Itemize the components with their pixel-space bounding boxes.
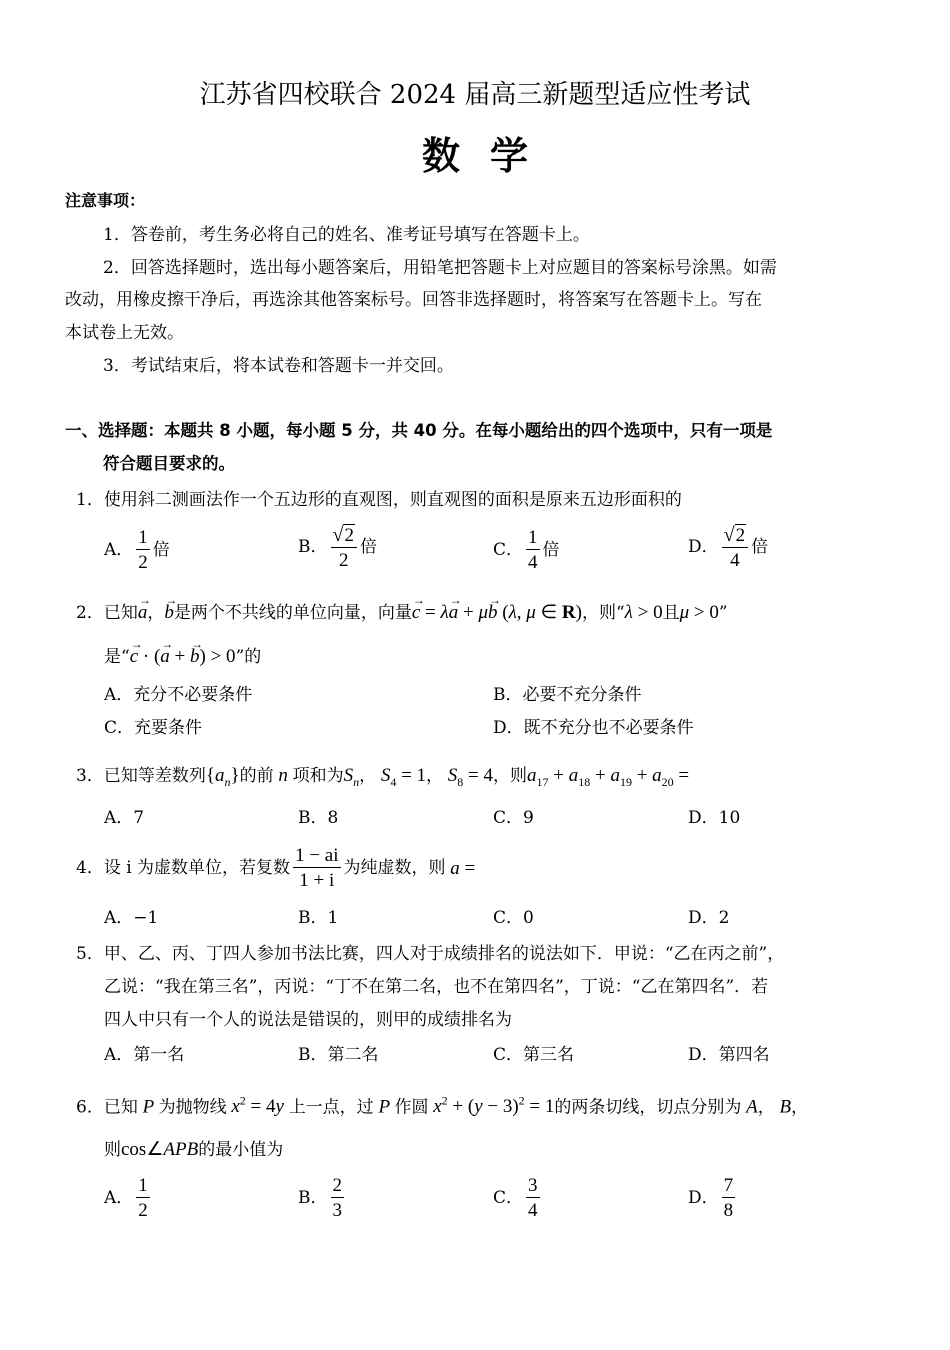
option-label: D． [688, 1187, 719, 1208]
q1-stem: 1．使用斜二测画法作一个五边形的直观图，则直观图的面积是原来五边形面积的 [76, 490, 682, 510]
unit-text: 倍 [359, 536, 377, 557]
option-label: D． [688, 536, 719, 557]
q1-option-c [493, 528, 560, 572]
q1-option-a [104, 528, 170, 572]
q6-stem-line-1: 6．已知 P 为抛物线 $x^2 = 4y$ 上一点，过 P 作圆 $x^2 + (y - 3)^2 = 1$的两条切线，切点分别为 A， B， [76, 1094, 809, 1118]
formula-b: B [774, 1096, 792, 1118]
option-label: C． [493, 539, 524, 560]
formula-lambda: λ > 0 [624, 602, 663, 623]
q2-option-b: B．必要不充分条件 [493, 685, 642, 705]
vector-a: → a [138, 603, 148, 622]
exam-subject: 数学 [421, 133, 558, 178]
fraction: √ 2 2 [331, 524, 357, 570]
formula-s8: $S_8 = 4$ [447, 765, 494, 789]
notice-item-2-line-2: 改动，用橡皮擦干净后，再选涂其他答案标号。回答非选择题时，将答案写在答题卡上。写在 [65, 290, 762, 310]
exam-title: 江苏省四校联合 2024 届高三新题型适应性考试 [199, 80, 751, 110]
formula-circle: $x^2 + (y - 3)^2 = 1$ [433, 1094, 555, 1118]
formula-a: a = [450, 857, 476, 879]
q6-option-d [688, 1176, 738, 1220]
q3-stem: 3．已知等差数列$\{a_n\}$的前 n 项和为$S_n$， $S_4 = 1$， $S_8 = 4$，则$a_{17} + a_{18} + a_{19} + a_{20}$ = [76, 765, 690, 789]
q5-option-b: B．第二名 [298, 1045, 379, 1065]
fraction: √ 2 4 [722, 524, 748, 570]
fraction: $\frac{7}{8}$ [723, 1175, 734, 1221]
formula-p: P [373, 1096, 395, 1118]
notice-heading: 注意事项： [65, 191, 146, 210]
q4-stem: 4．设 i 为虚数单位，若复数 $\frac{1 - ai}{1 + i}$ 为纯虚数，则 a = [76, 845, 476, 891]
formula-a: A [741, 1096, 758, 1118]
q2-option-c: C．充要条件 [104, 718, 203, 738]
formula-parabola: $x^2 = 4y$ [231, 1094, 284, 1118]
option-label: A． [104, 539, 134, 560]
unit-text: 倍 [542, 539, 560, 560]
unit-text: 倍 [751, 536, 769, 557]
q1-option-b [298, 524, 377, 570]
q2-option-d: D．既不充分也不必要条件 [493, 718, 694, 738]
notice-item-1: 1．答卷前，考生务必将自己的姓名、准考证号填写在答题卡上。 [103, 225, 590, 245]
q3-option-a: A．7 [104, 808, 145, 828]
formula-s4: $S_4 = 1$ [380, 765, 427, 789]
vector-b: → b [164, 603, 174, 622]
q3-option-c: C．9 [493, 808, 534, 828]
q5-option-a: A．第一名 [104, 1045, 185, 1065]
q4-option-c: C．0 [493, 908, 534, 928]
q1-option-d [688, 524, 768, 570]
q5-option-c: C．第三名 [493, 1045, 575, 1065]
q6-option-b [298, 1176, 347, 1220]
formula-sequence: $\{a_n\}$ [205, 765, 240, 789]
sqrt-symbol: √ 2 [723, 524, 746, 546]
option-label: B． [298, 536, 328, 557]
formula-n: n [273, 765, 293, 786]
q6-stem-line-2: 则cos∠APB的最小值为 [104, 1139, 284, 1160]
sqrt-symbol: √ 2 [332, 524, 354, 546]
option-label: C． [493, 1187, 524, 1208]
fraction: $\frac{3}{4}$ [528, 1175, 538, 1221]
q6-option-c [493, 1176, 543, 1220]
q3-option-b: B．8 [298, 808, 339, 828]
q3-option-d: D．10 [688, 808, 741, 828]
notice-item-3: 3．考试结束后，将本试卷和答题卡一并交回。 [103, 356, 454, 376]
unit-text: 倍 [152, 539, 170, 560]
fraction: $\frac{1}{2}$ [138, 1175, 148, 1221]
section-1-heading: 一、选择题：本题共 8 小题，每小题 5 分，共 40 分。在每小题给出的四个选项中，只有一项是 [65, 421, 773, 440]
notice-item-2-line-1: 2．回答选择题时，选出每小题答案后，用铅笔把答题卡上对应题目的答案标号涂黑。如需 [103, 258, 777, 278]
formula-sn: $S_n$ [343, 765, 360, 789]
formula-cos: cos∠APB [121, 1139, 199, 1160]
q2-stem-line-2: 是“→ c · (→ a + → b) > 0”的 [104, 647, 261, 666]
q2-option-a: A．充分不必要条件 [104, 685, 253, 705]
q4-option-d: D．2 [688, 908, 730, 928]
q5-stem-line-2: 乙说：“我在第三名”，丙说：“丁不在第二名，也不在第四名”，丁说：“乙在第四名”．若 [104, 977, 769, 997]
notice-item-2-line-3: 本试卷上无效。 [65, 323, 184, 343]
formula-dot: → c · (→ a + → b) > 0 [130, 646, 236, 667]
q5-stem-line-1: 5．甲、乙、丙、丁四人参加书法比赛，四人对于成绩排名的说法如下．甲说：“乙在丙之前”， [76, 944, 785, 964]
q5-stem-line-3: 四人中只有一个人的说法是错误的，则甲的成绩排名为 [104, 1010, 512, 1030]
q5-option-d: D．第四名 [688, 1045, 770, 1065]
q6-option-a [104, 1176, 153, 1220]
formula-mu: μ > 0 [679, 602, 719, 623]
fraction: $\frac{1}{4}$ [528, 527, 538, 573]
option-label: B． [298, 1187, 328, 1208]
fraction: $\frac{2}{3}$ [332, 1175, 342, 1221]
section-1-heading-line-2: 符合题目要求的。 [103, 454, 235, 473]
fraction: $\frac{1}{2}$ [138, 527, 148, 573]
formula-c: → c = λ→ a + μ→ b (λ, μ ∈ R) [412, 602, 582, 623]
option-label: A． [104, 1187, 134, 1208]
q4-option-b: B．1 [298, 908, 339, 928]
formula-sum: $a_{17} + a_{18} + a_{19} + a_{20}$ = [527, 765, 690, 789]
formula-p: P [137, 1096, 159, 1118]
fraction: $\frac{1 - ai}{1 + i}$ [295, 845, 339, 891]
q4-option-a: A．−1 [104, 908, 159, 928]
q2-stem-line-1: 2．已知→ a，→ b是两个不共线的单位向量，向量→ c = λ→ a + μ→ b (λ, μ ∈ R)，则“λ > 0且μ > 0” [76, 603, 728, 622]
